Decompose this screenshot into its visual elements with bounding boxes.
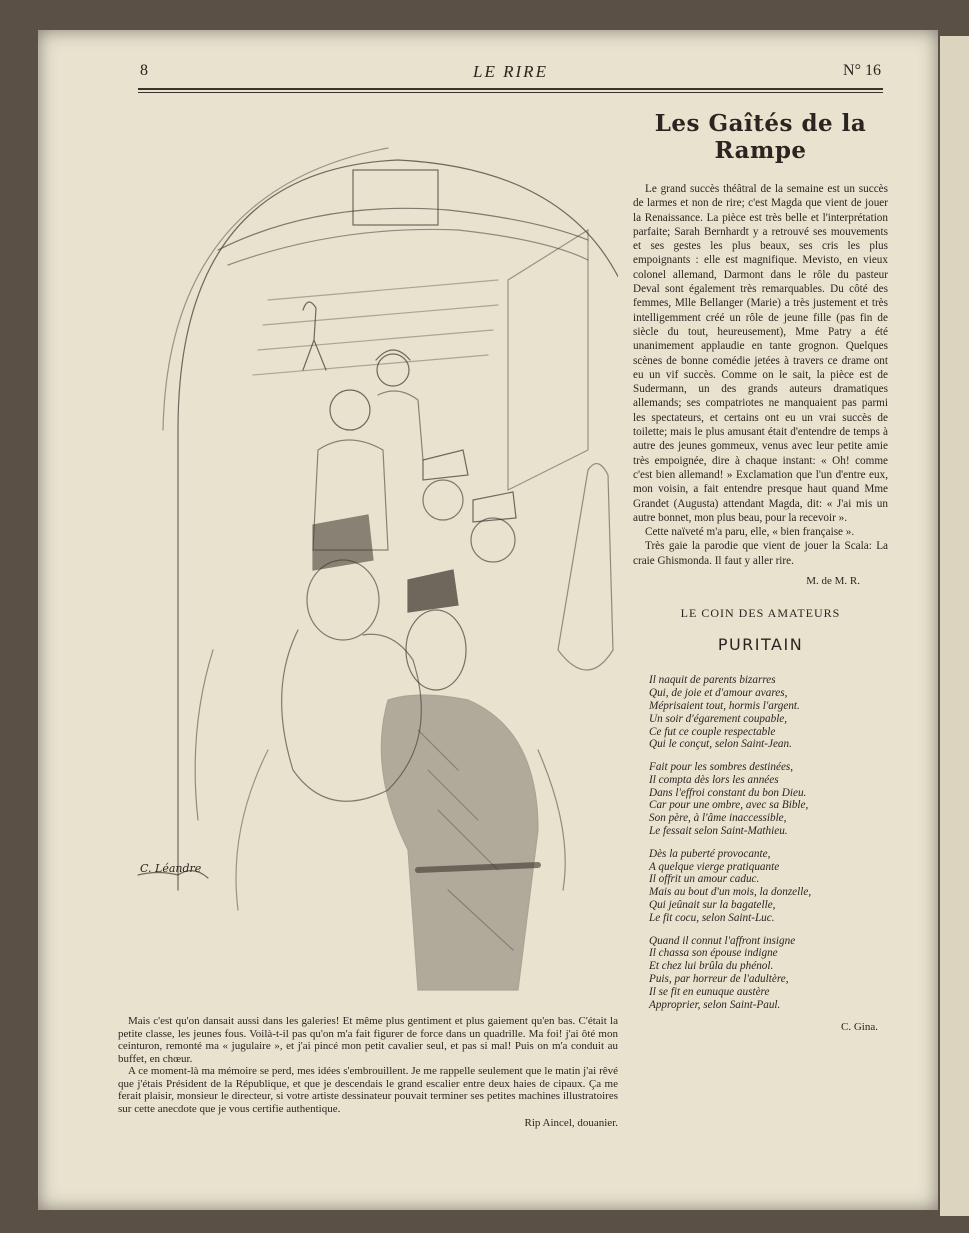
poem-stanza	[649, 674, 888, 751]
article-body	[633, 182, 888, 588]
poem-stanza	[649, 935, 888, 1012]
article-paragraph: Cette naïveté m'a paru, elle, « bien française ».	[645, 526, 855, 539]
poem-line: Qui jeûnait sur la bagatelle,	[649, 899, 776, 912]
poem-line: Le fit cocu, selon Saint-Luc.	[649, 911, 775, 924]
adjacent-page-edge	[940, 36, 969, 1216]
article-signature: M. de M. R.	[806, 575, 860, 588]
poem-body	[633, 674, 888, 1011]
poem-signature: C. Gina.	[841, 1021, 878, 1034]
poem-line: Quand il connut l'affront insigne	[649, 934, 796, 947]
lithograph-drawing	[118, 130, 618, 1010]
poem-line: Car pour une ombre, avec sa Bible,	[649, 799, 809, 812]
illustration-caption	[118, 1015, 618, 1130]
section-heading: LE COIN DES AMATEURS	[680, 606, 841, 621]
poem-line: Il chassa son épouse indigne	[649, 947, 778, 960]
poem-line: Dans l'effroi constant du bon Dieu.	[649, 786, 807, 799]
poem-line: A quelque vierge pratiquante	[649, 860, 780, 873]
page-header	[138, 60, 883, 90]
poem-stanza	[649, 761, 888, 838]
poem-line: Méprisaient tout, hormis l'argent.	[649, 699, 800, 712]
poem-stanza	[649, 848, 888, 925]
poem-line: Fait pour les sombres destinées,	[649, 761, 794, 774]
poem-line: Mais au bout d'un mois, la donzelle,	[649, 886, 812, 899]
poem-line: Et chez lui brûla du phénol.	[649, 960, 774, 973]
newspaper-page	[38, 30, 938, 1210]
poem-line: Il offrit un amour caduc.	[649, 873, 760, 886]
poem-line: Il naquit de parents bizarres	[649, 674, 776, 687]
illustration	[118, 130, 618, 1010]
issue-number: N° 16	[843, 62, 881, 79]
poem-line: Son père, à l'âme inaccessible,	[649, 812, 787, 825]
poem-line: Puis, par horreur de l'adultère,	[649, 973, 789, 986]
article-paragraph: Très gaie la parodie que vient de jouer la Scala: La craie Ghismonda. Il faut y aller rire.	[633, 540, 888, 567]
caption-signature: Rip Aincel, douanier.	[524, 1117, 618, 1129]
poem-line: Il se fit en eunuque austère	[649, 985, 770, 998]
poem-line: Le fessait selon Saint-Mathieu.	[649, 825, 788, 838]
publication-title: LE RIRE	[473, 62, 548, 81]
poem-line: Un soir d'égarement coupable,	[649, 712, 788, 725]
poem-line: Il compta dès lors les années	[649, 773, 779, 786]
article-title: Les Gaîtés de la Rampe	[654, 110, 867, 164]
poem-line: Qui, de joie et d'amour avares,	[649, 687, 788, 700]
article-paragraph: Le grand succès théâtral de la semaine est un succès de larmes et non de rire; c'est Magda que vient de jouer la Renaissance. La pièce est très belle et l'interprétation parfaite; Sarah Bernhardt y a retrouvé ses mouvements et ses gestes les plus beaux, ses cris les plus empoignants : elle est magnifique. Mevisto, en vieux colonel allemand, Darmont dans le rôle du pasteur Deval sont également très remarquables. Du côté des femmes, Mlle Bellanger (Marie) a très justement et très intelligemment créé un rôle de jeune fille (pas fin de siècle du tout, heureusement), Mme Patry a été unanimement applaudie en tante grognon. Quelques scènes de bonne comédie jetées à travers ce drame ont eu un vif succès. Comme on le sait, la pièce est de Sudermann, un des grands auteurs dramatiques allemands; ses compatriotes ne manquaient pas parmi les spectateurs, et certains ont eu un vrai succès de toilette; mais le plus amusant était d'entendre de temps à autre des jeunes gommeux, venus avec leur petite amie très empoignée, dire à chaque instant: « Oh! comme c'est bien allemand! » Exclamation que l'un d'entre eux, mon voisin, a fait entendre presque haut quand Mme Grandet (Augusta) attendant Magda, dit: « J'ai mis un autre bonnet, mon plus beau, pour la recevoir ».	[633, 183, 888, 524]
artist-signature: C. Léandre	[140, 862, 202, 875]
poem-line: Approprier, selon Saint-Paul.	[649, 998, 781, 1011]
caption-paragraph: Mais c'est qu'on dansait aussi dans les galeries! Et même plus gentiment et plus gaiement qu'en bas. C'était la petite classe, les jeunes fous. Voilà-t-il pas qu'on m'a fait figurer de force dans un quadrille. Ma foi! j'ai ôté mon ceinturon, remonté ma « jugulaire », et j'ai pincé mon petit cavalier seul, et pas si mal! Puis on m'a conduit au buffet, en chœur.	[118, 1015, 618, 1065]
caption-paragraph: A ce moment-là ma mémoire se perd, mes idées s'embrouillent. Je me rappelle seulement que le matin j'ai rêvé que j'étais Président de la République, et que je descendais le grand escalier entre deux haies de cipaux. Ça me ferait plaisir, monsieur le directeur, si votre artiste dessinateur pouvait terminer ses petites machines illustratoires sur cette anecdote que je vous certifie authentique.	[118, 1065, 618, 1115]
poem-line: Ce fut ce couple respectable	[649, 725, 776, 738]
header-rule	[138, 92, 883, 93]
page-number: 8	[140, 62, 148, 79]
poem-line: Qui le conçut, selon Saint-Jean.	[649, 738, 792, 751]
right-column	[633, 110, 888, 1033]
poem-title: PURITAIN	[717, 635, 804, 655]
poem-line: Dès la puberté provocante,	[649, 847, 771, 860]
